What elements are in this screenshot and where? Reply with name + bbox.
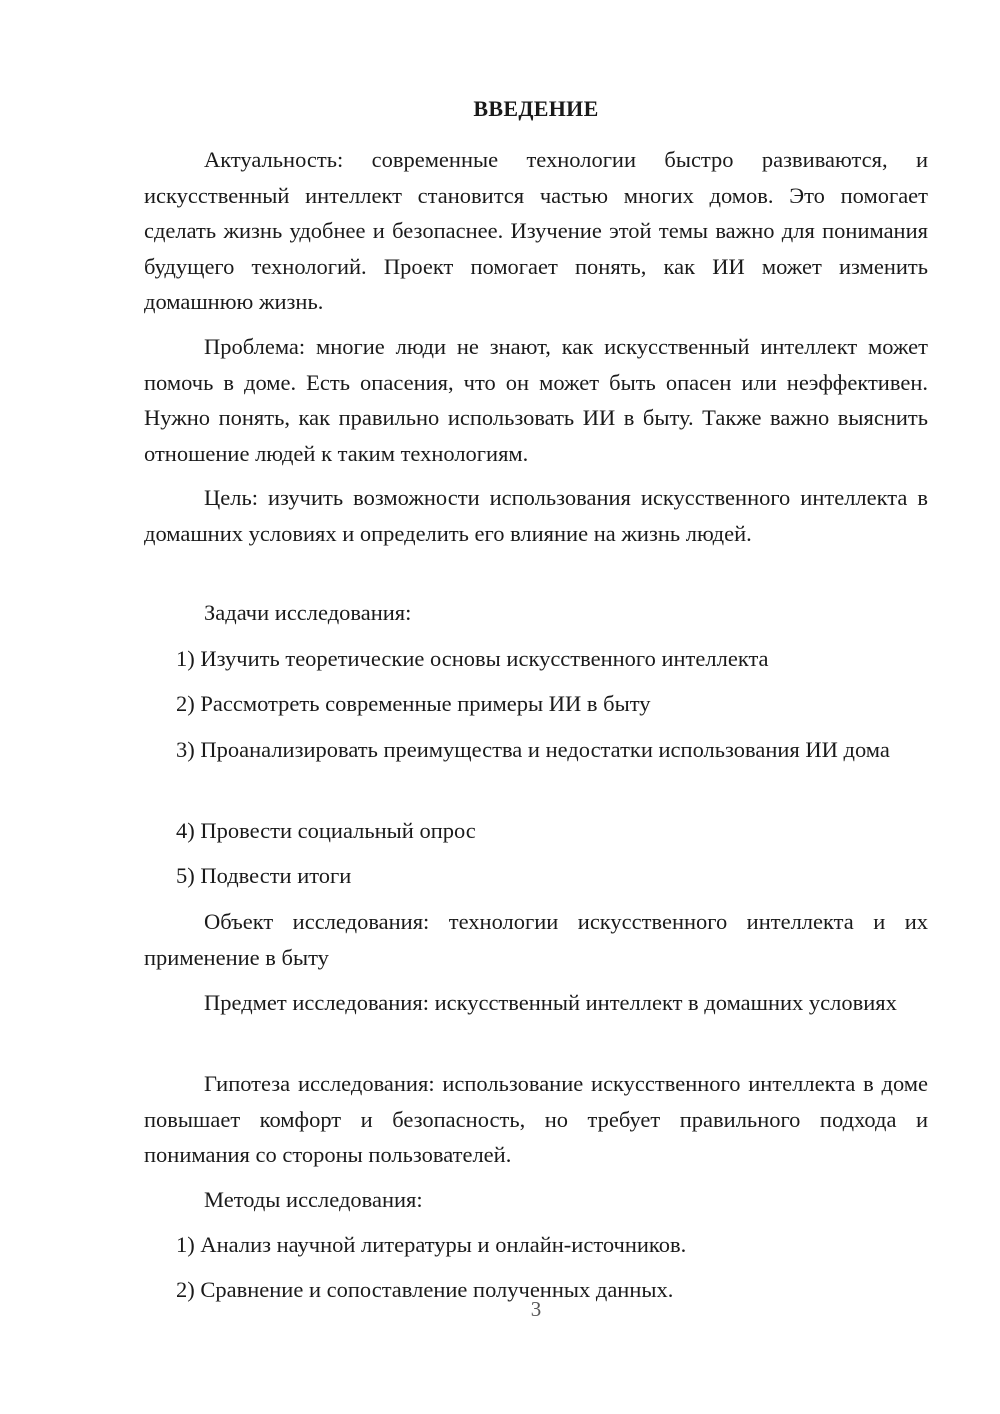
page-number: 3 bbox=[530, 1297, 542, 1321]
paragraph-relevance: Актуальность: современные технологии быстро развиваются, и искусственный интеллект становится частью многих домов. Это помогает сделать жизнь удобнее и безопаснее. Изучение этой темы важно для понимания будущего технологий. Проект помогает понять, как ИИ может изменить домашнюю жизнь. bbox=[144, 147, 928, 314]
task-item: 3) Проанализировать преимущества и недостатки использования ИИ дома bbox=[176, 737, 890, 762]
tasks-heading: Задачи исследования: bbox=[204, 600, 412, 625]
methods-heading: Методы исследования: bbox=[204, 1187, 423, 1212]
paragraph-goal: Цель: изучить возможности использования искусственного интеллекта в домашних условиях и определить его влияние на жизнь людей. bbox=[144, 485, 928, 546]
task-item: 5) Подвести итоги bbox=[176, 863, 352, 888]
task-item: 1) Изучить теоретические основы искусственного интеллекта bbox=[176, 646, 769, 671]
section-title: ВВЕДЕНИЕ bbox=[473, 96, 599, 121]
paragraph-problem: Проблема: многие люди не знают, как искусственный интеллект может помочь в доме. Есть опасения, что он может быть опасен или неэффективен. Нужно понять, как правильно использовать ИИ в быту. Также важно выяснить отношение людей к таким технологиям. bbox=[144, 334, 928, 466]
task-item: 2) Рассмотреть современные примеры ИИ в быту bbox=[176, 691, 651, 716]
paragraph-hypothesis: Гипотеза исследования: использование искусственного интеллекта в доме повышает комфорт и безопасность, но требует правильного подхода и понимания со стороны пользователей. bbox=[144, 1071, 928, 1167]
method-item: 2) Сравнение и сопоставление полученных данных. bbox=[176, 1277, 674, 1302]
task-item: 4) Провести социальный опрос bbox=[176, 818, 476, 843]
paragraph-object: Объект исследования: технологии искусственного интеллекта и их применение в быту bbox=[144, 909, 928, 970]
method-item: 1) Анализ научной литературы и онлайн-источников. bbox=[176, 1232, 687, 1257]
paragraph-subject: Предмет исследования: искусственный интеллект в домашних условиях bbox=[204, 990, 897, 1015]
